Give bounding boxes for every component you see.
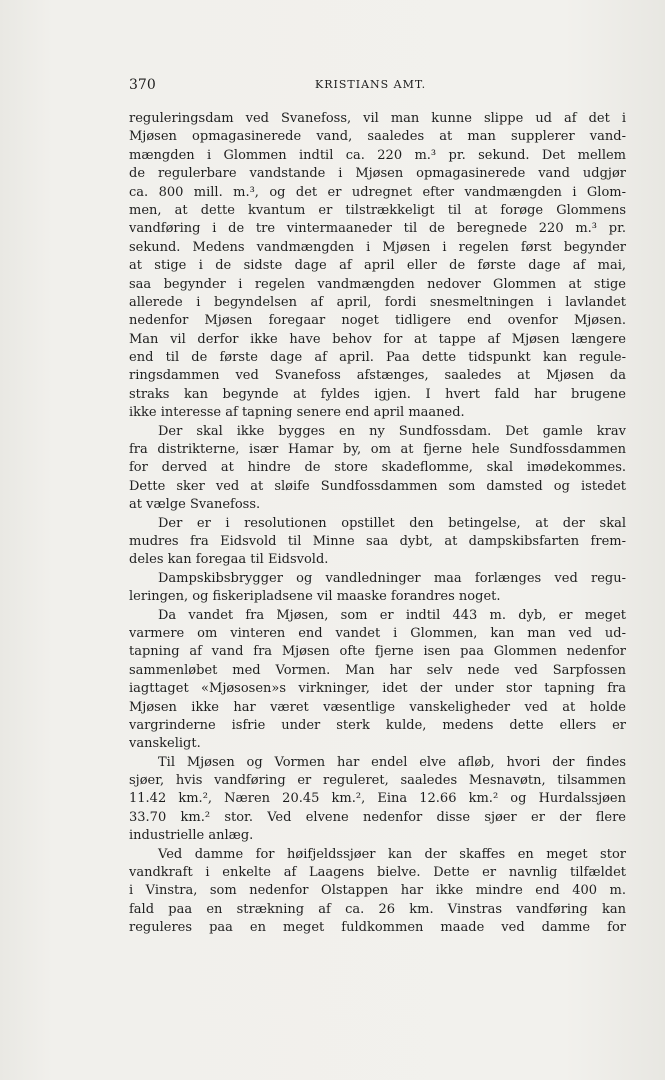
text-line: vargrinderne isfrie under sterk kulde, medens dette ellers er [129, 717, 626, 733]
text-line: straks kan begynde at fyldes igjen. I hvert fald har brugene [129, 386, 626, 402]
text-line: at stige i de sidste dage af april eller de første dage af mai, [129, 258, 626, 274]
text-line: fald paa en strækning af ca. 26 km. Vinstras vandføring kan [129, 901, 626, 917]
text-line: tapning af vand fra Mjøsen ofte fjerne isen paa Glommen nedenfor [129, 644, 626, 660]
text-line: sekund. Medens vandmængden i Mjøsen i regelen først begynder [129, 239, 626, 255]
text-line: de regulerbare vandstande i Mjøsen opmagasinerede vand udgjør [129, 166, 626, 182]
text-line: iagttaget «Mjøsosen»s virkninger, idet der under stor tapning fra [129, 681, 626, 697]
text-line: ringsdammen ved Svanefoss afstænges, saaledes at Mjøsen da [129, 368, 626, 384]
text-line: Mjøsen ikke har været væsentlige vanskeligheder ved at holde [129, 699, 626, 715]
text-line: Man vil derfor ikke have behov for at tappe af Mjøsen længere [129, 331, 626, 347]
text-line: leringen, og fiskeripladsene vil maaske forandres noget. [129, 589, 501, 605]
blank-page-margin [0, 960, 665, 1080]
text-line: allerede i begyndelsen af april, fordi snesmeltningen i lavlandet [129, 294, 626, 310]
text-line: Der er i resolutionen opstillet den betingelse, at der skal [158, 515, 626, 531]
text-line: men, at dette kvantum er tilstrækkeligt til at forøge Glommens [129, 202, 626, 218]
text-line: deles kan foregaa til Eidsvold. [129, 552, 329, 568]
text-line: varmere om vinteren end vandet i Glommen, kan man ved ud- [129, 625, 626, 641]
page-header [129, 77, 626, 95]
text-line: Til Mjøsen og Vormen har endel elve afløb, hvori der findes [158, 754, 626, 770]
text-line: 11.42 km.², Næren 20.45 km.², Eina 12.66 km.² og Hurdalssjøen [129, 791, 626, 807]
text-line: Der skal ikke bygges en ny Sundfossdam. Det gamle krav [158, 423, 626, 439]
text-line: Da vandet fra Mjøsen, som er indtil 443 m. dyb, er meget [158, 607, 626, 623]
running-title: KRISTIANS AMT. [315, 78, 427, 91]
text-line: vandkraft i enkelte af Laagens bielve. Dette er navnlig tilfældet [129, 865, 626, 881]
body-text [129, 110, 626, 938]
text-line: ikke interesse af tapning senere end april maaned. [129, 405, 465, 421]
text-line: reguleres paa en meget fuldkommen maade ved damme for [129, 920, 626, 936]
text-line: vanskeligt. [129, 736, 201, 752]
text-line: mudres fra Eidsvold til Minne saa dybt, at dampskibsfarten frem- [129, 533, 626, 549]
text-line: sammenløbet med Vormen. Man har selv nede ved Sarpfossen [129, 662, 626, 678]
text-line: industrielle anlæg. [129, 828, 254, 844]
text-line: for derved at hindre de store skadeflomme, skal imødekommes. [129, 460, 626, 476]
text-line: Mjøsen opmagasinerede vand, saaledes at man supplerer vand- [129, 129, 626, 145]
text-line: Dette sker ved at sløife Sundfossdammen som damsted og istedet [129, 478, 626, 494]
text-line: i Vinstra, som nedenfor Olstappen har ikke mindre end 400 m. [129, 883, 626, 899]
text-line: sjøer, hvis vandføring er reguleret, saaledes Mesnavøtn, tilsammen [129, 773, 626, 789]
text-line: reguleringsdam ved Svanefoss, vil man kunne slippe ud af det i [129, 111, 626, 126]
text-line: nedenfor Mjøsen foregaar noget tidligere end ovenfor Mjøsen. [129, 313, 626, 329]
text-line: ca. 800 mill. m.³, og det er udregnet efter vandmængden i Glom- [129, 184, 626, 200]
text-line: 33.70 km.² stor. Ved elvene nedenfor disse sjøer er der flere [129, 809, 626, 825]
text-line: fra distrikterne, især Hamar by, om at fjerne hele Sundfossdammen [129, 442, 626, 458]
text-line: end til de første dage af april. Paa dette tidspunkt kan regule- [129, 350, 626, 366]
text-line: at vælge Svanefoss. [129, 497, 261, 513]
text-line: vandføring i de tre vintermaaneder til de beregnede 220 m.³ pr. [129, 221, 626, 237]
text-line: Dampskibsbrygger og vandledninger maa forlænges ved regu- [158, 570, 626, 586]
text-line: Ved damme for høifjeldssjøer kan der skaffes en meget stor [158, 846, 626, 862]
text-line: saa begynder i regelen vandmængden nedover Glommen at stige [129, 276, 626, 292]
page-number: 370 [129, 77, 156, 93]
text-line: mængden i Glommen indtil ca. 220 m.³ pr. sekund. Det mellem [129, 147, 626, 163]
